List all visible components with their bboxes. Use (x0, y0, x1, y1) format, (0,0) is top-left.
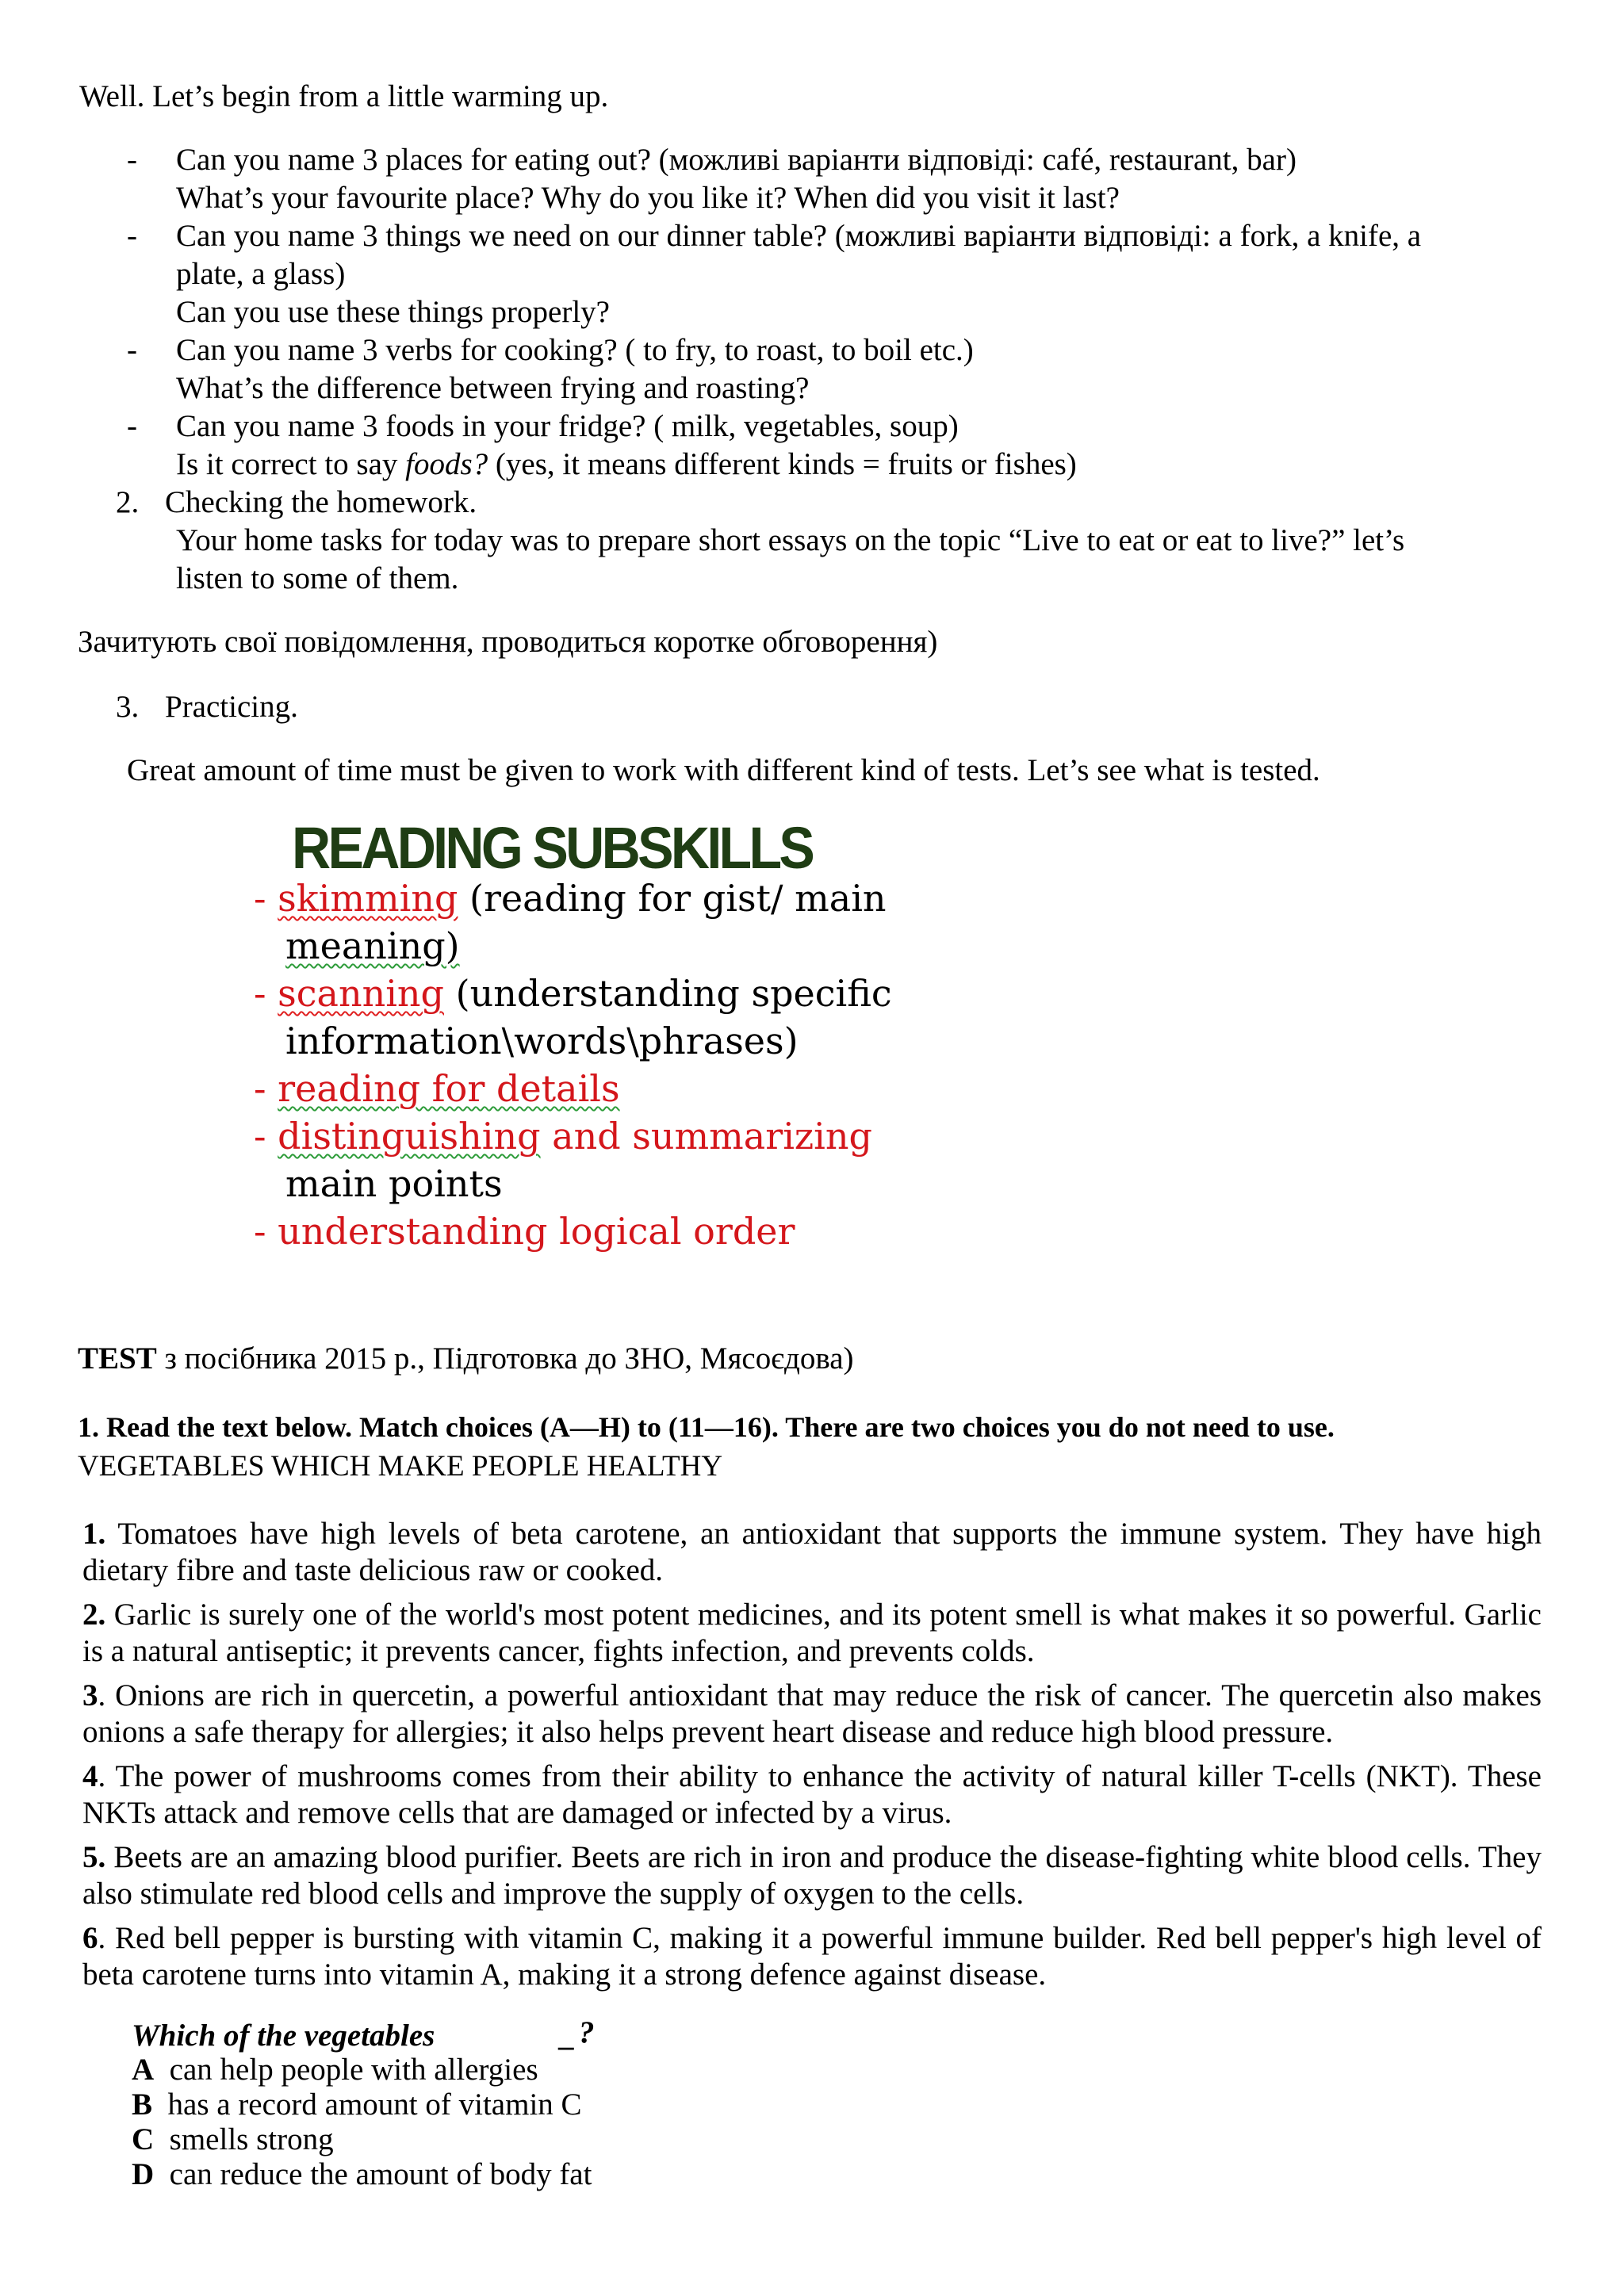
warmup-question-2: Can you name 3 things we need on our dinner table? (можливі варіанти відповіді: a fork, a knife, a (176, 219, 1422, 253)
subskill-item-cont: information\words\phrases) (285, 1020, 799, 1062)
subskill-item: - reading for details (254, 1067, 620, 1110)
subskill-item-cont: meaning) (285, 924, 460, 967)
subskill-item: - understanding logical order (254, 1210, 795, 1253)
text-title: VEGETABLES WHICH MAKE PEOPLE HEALTHY (78, 1450, 723, 1483)
list-dash: - (127, 219, 137, 253)
list-dash: - (127, 409, 137, 443)
warmup-followup-4: Is it correct to say foods? (yes, it means different kinds = fruits or fishes) (176, 447, 1077, 481)
option-d: D can reduce the amount of body fat (132, 2157, 592, 2191)
slide-title: READING SUBSKILLS (292, 815, 813, 881)
text-paragraph: 4. The power of mushrooms comes from their ability to enhance the activity of natural killer T-cells (NKT). These NKTs attack and remove cells that are damaged or infected by a virus. (82, 1759, 1542, 1830)
step-number: 2. (116, 485, 140, 519)
step-title: Practicing. (165, 690, 298, 724)
subskill-item: - distinguishing and summarizing (254, 1115, 872, 1158)
question-blank: _ (558, 2019, 574, 2053)
list-dash: - (127, 143, 137, 177)
task-instruction: 1. Read the text below. Match choices (A—H) to (11—16). There are two choices you do not need to use. (78, 1411, 1335, 1443)
option-a: A can help people with allergies (132, 2053, 538, 2087)
text-paragraph: 5. Beets are an amazing blood purifier. Beets are rich in iron and produce the disease-fighting white blood cells. They also stimulate red blood cells and improve the supply of oxygen to the cells. (82, 1840, 1542, 1911)
text-paragraph: 3. Onions are rich in quercetin, a powerful antioxidant that may reduce the risk of cancer. The quercetin also makes onions a safe therapy for allergies; it also helps prevent heart disease and reduce high blood pressure. (82, 1678, 1542, 1749)
step-title: Checking the homework. (165, 485, 477, 519)
option-c: C smells strong (132, 2122, 334, 2156)
warmup-followup-3: What’s the difference between frying and roasting? (176, 371, 810, 405)
subskill-item: - scanning (understanding specific (254, 972, 892, 1015)
homework-text-cont: listen to some of them. (176, 561, 459, 595)
warmup-question-2-cont: plate, a glass) (176, 257, 346, 291)
warmup-question-3: Can you name 3 verbs for cooking? ( to fry, to roast, to boil etc.) (176, 333, 974, 367)
test-source: TEST з посібника 2015 р., Підготовка до ЗНО, Мясоєдова) (78, 1341, 854, 1376)
text-paragraph: 2. Garlic is surely one of the world's most potent medicines, and its potent smell is what makes it so powerful. Garlic is a natural antiseptic; it prevents cancer, fights infection, and prevents colds. (82, 1598, 1542, 1668)
homework-text: Your home tasks for today was to prepare short essays on the topic “Live to eat or eat to live?” let’s (176, 523, 1405, 557)
list-dash: - (127, 333, 137, 367)
warmup-question-4: Can you name 3 foods in your fridge? ( milk, vegetables, soup) (176, 409, 959, 443)
subskill-item-cont: main points (285, 1162, 503, 1205)
question-stem: Which of the vegetables (132, 2019, 435, 2053)
step-number: 3. (116, 690, 140, 724)
tests-intro: Great amount of time must be given to work with different kind of tests. Let’s see what is tested. (127, 753, 1320, 787)
question-mark: ? (579, 2015, 595, 2049)
text-paragraph: 1. Tomatoes have high levels of beta carotene, an antioxidant that supports the immune system. They have high dietary fibre and taste delicious raw or cooked. (82, 1517, 1542, 1587)
text-paragraph: 6. Red bell pepper is bursting with vitamin C, making it a powerful immune builder. Red bell pepper's high level of beta carotene turns into vitamin A, making it a strong defence against disease. (82, 1921, 1542, 1992)
subskill-item: - skimming (reading for gist/ main (254, 877, 887, 920)
option-b: B has a record amount of vitamin C (132, 2087, 582, 2122)
warmup-followup-1: What’s your favourite place? Why do you like it? When did you visit it last? (176, 181, 1120, 215)
warmup-followup-2: Can you use these things properly? (176, 295, 610, 329)
intro-line: Well. Let’s begin from a little warming up. (79, 79, 609, 113)
warmup-question-1: Can you name 3 places for eating out? (можливі варіанти відповіді: café, restaurant, bar) (176, 143, 1297, 177)
note-line: Зачитують свої повідомлення, проводиться коротке обговорення) (78, 625, 938, 659)
